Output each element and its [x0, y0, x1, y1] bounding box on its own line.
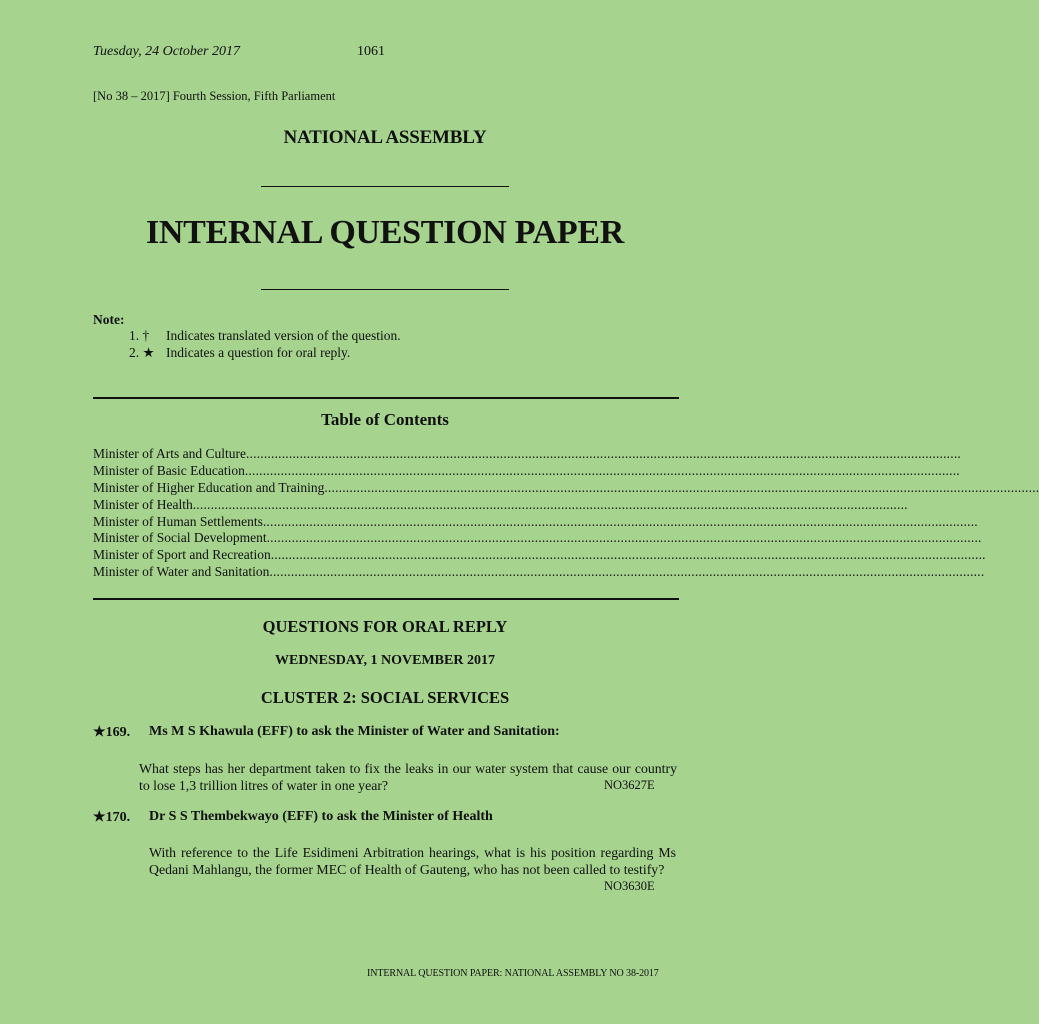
note-label: Note: [93, 312, 125, 327]
star-icon: ★ [93, 725, 106, 740]
question-reference: NO3627E [604, 778, 655, 792]
toc-item[interactable] [93, 547, 986, 564]
question-reference: NO3630E [604, 879, 655, 893]
question-number: 169. [105, 725, 131, 740]
toc-item-label[interactable]: Minister of Water and Sanitation [93, 564, 270, 580]
question-body: With reference to the Life Esidimeni Arbitration hearings, what is his position regarding Ms Qedani Mahlangu, the former MEC of Health of Gauteng, who has not been called to testify? [149, 845, 676, 877]
question-heading [93, 724, 560, 741]
toc-item-label[interactable]: Minister of Human Settlements [93, 513, 263, 529]
table-of-contents [93, 446, 1039, 581]
note-item [129, 345, 350, 361]
toc-leader: ........................................................................................................................................................................................................ [266, 530, 982, 546]
toc-leader: ........................................................................................................................................................................................................ [270, 547, 986, 563]
note-marker: 1. † [129, 328, 150, 343]
toc-leader: ........................................................................................................................................................................................................ [192, 496, 908, 512]
question-body: What steps has her department taken to fix the leaks in our water system that cause our country to lose 1,3 trillion litres of water in one year? [139, 761, 677, 793]
cluster-heading: CLUSTER 2: SOCIAL SERVICES [260, 688, 510, 707]
toc-item[interactable] [93, 446, 961, 463]
toc-top-rule [93, 397, 679, 399]
divider-bottom [261, 289, 509, 290]
toc-leader: ........................................................................................................................................................................................................ [324, 479, 1039, 495]
note-item [129, 328, 401, 344]
toc-leader: ........................................................................................................................................................................................................ [245, 446, 961, 461]
toc-item[interactable] [93, 564, 985, 581]
toc-leader: ........................................................................................................................................................................................................ [269, 564, 985, 580]
paper-date: Tuesday, 24 October 2017 [93, 44, 240, 59]
page-title: INTERNAL QUESTION PAPER [146, 214, 624, 251]
toc-item[interactable] [93, 496, 908, 514]
session-line: [No 38 – 2017] Fourth Session, Fifth Parliament [93, 89, 336, 103]
note-text: Indicates a question for oral reply. [166, 345, 351, 360]
page-number: 1061 [357, 44, 385, 59]
toc-item-label[interactable]: Minister of Higher Education and Training [93, 479, 325, 495]
note-marker: 2. ★ [129, 345, 155, 360]
divider-top [261, 186, 509, 187]
question-asker: Dr S S Thembekwayo (EFF) to ask the Minister of Health [149, 809, 493, 824]
toc-item-label[interactable]: Minister of Health [93, 496, 193, 512]
toc-item-label[interactable]: Minister of Social Development [93, 530, 267, 546]
toc-item-label[interactable]: Minister of Sport and Recreation [93, 547, 271, 563]
assembly-heading: NATIONAL ASSEMBLY [283, 127, 487, 148]
toc-item[interactable] [93, 479, 1039, 497]
toc-item[interactable] [93, 513, 978, 531]
page-footer: INTERNAL QUESTION PAPER: NATIONAL ASSEMBLY NO 38-2017 [367, 968, 659, 979]
star-icon: ★ [93, 810, 106, 825]
toc-title: Table of Contents [321, 410, 449, 429]
section-heading: QUESTIONS FOR ORAL REPLY [262, 617, 508, 636]
question-asker: Ms M S Khawula (EFF) to ask the Minister of Water and Sanitation: [149, 724, 560, 739]
toc-leader: ........................................................................................................................................................................................................ [262, 513, 978, 529]
note-text: Indicates translated version of the question. [166, 328, 401, 343]
question-heading [93, 809, 493, 826]
toc-bottom-rule [93, 598, 679, 600]
toc-item-label[interactable]: Minister of Basic Education [93, 462, 245, 478]
toc-item[interactable] [93, 530, 982, 547]
toc-item-label[interactable]: Minister of Arts and Culture [93, 446, 246, 461]
question-number: 170. [105, 810, 131, 825]
toc-leader: ........................................................................................................................................................................................................ [244, 462, 960, 478]
toc-item[interactable] [93, 462, 960, 480]
sitting-date: WEDNESDAY, 1 NOVEMBER 2017 [275, 653, 495, 668]
